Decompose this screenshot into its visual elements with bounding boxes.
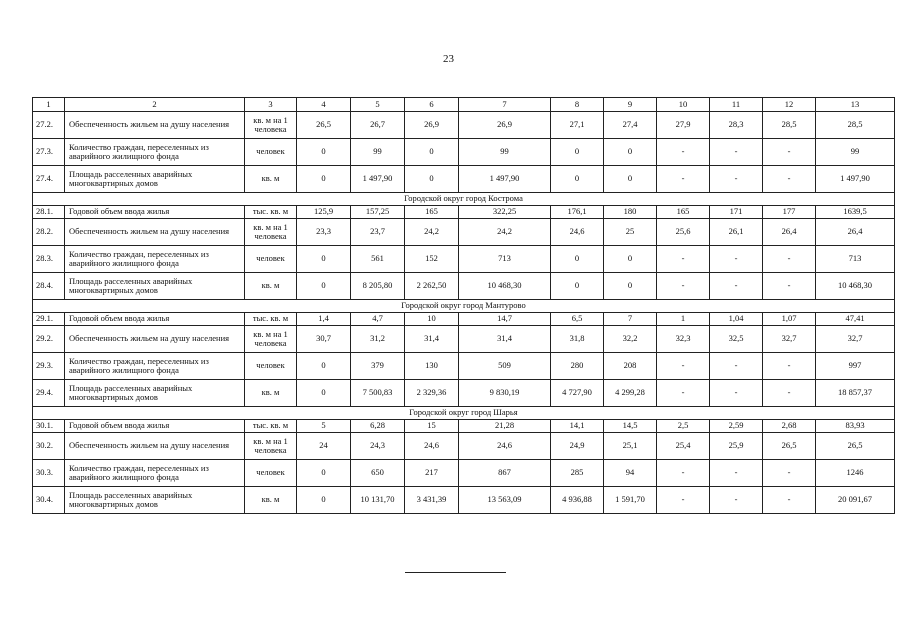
value-cell: 24,3 xyxy=(351,433,405,460)
value-cell: 171 xyxy=(710,206,763,219)
value-cell: 561 xyxy=(351,246,405,273)
value-cell: 13 563,09 xyxy=(459,487,551,514)
row-unit: кв. м на 1 человека xyxy=(245,433,297,460)
value-cell: 14,7 xyxy=(459,313,551,326)
value-cell: 26,4 xyxy=(763,219,816,246)
value-cell: - xyxy=(710,353,763,380)
value-cell: - xyxy=(763,487,816,514)
value-cell: 27,4 xyxy=(604,112,657,139)
value-cell: 32,5 xyxy=(710,326,763,353)
value-cell: 14,5 xyxy=(604,420,657,433)
value-cell: 1 497,90 xyxy=(351,166,405,193)
value-cell: 27,9 xyxy=(657,112,710,139)
table-row xyxy=(33,313,895,326)
value-cell: 25,1 xyxy=(604,433,657,460)
value-cell: 26,4 xyxy=(816,219,895,246)
value-cell: 26,9 xyxy=(459,112,551,139)
value-cell: 83,93 xyxy=(816,420,895,433)
value-cell: - xyxy=(763,380,816,407)
row-number: 30.2. xyxy=(33,433,65,460)
row-description: Годовой объем ввода жилья xyxy=(65,313,245,326)
value-cell: 208 xyxy=(604,353,657,380)
value-cell: 24 xyxy=(297,433,351,460)
value-cell: 0 xyxy=(297,246,351,273)
value-cell: 47,41 xyxy=(816,313,895,326)
row-unit: человек xyxy=(245,460,297,487)
row-unit: кв. м xyxy=(245,166,297,193)
section-header-row xyxy=(33,407,895,420)
data-table xyxy=(32,97,895,514)
row-number: 27.2. xyxy=(33,112,65,139)
value-cell: 32,7 xyxy=(816,326,895,353)
value-cell: 152 xyxy=(405,246,459,273)
row-description: Обеспеченность жильем на душу населения xyxy=(65,112,245,139)
row-description: Количество граждан, переселенных из аварийного жилищного фонда xyxy=(65,353,245,380)
value-cell: 14,1 xyxy=(551,420,604,433)
row-unit: тыс. кв. м xyxy=(245,313,297,326)
row-number: 28.4. xyxy=(33,273,65,300)
value-cell: 32,3 xyxy=(657,326,710,353)
value-cell: 1 xyxy=(657,313,710,326)
value-cell: - xyxy=(657,380,710,407)
section-header-row xyxy=(33,300,895,313)
row-number: 28.1. xyxy=(33,206,65,219)
table-body xyxy=(33,98,895,514)
value-cell: 26,5 xyxy=(816,433,895,460)
value-cell: 94 xyxy=(604,460,657,487)
section-title: Городской округ город Мантурово xyxy=(33,300,895,313)
value-cell: 5 xyxy=(297,420,351,433)
value-cell: 25,6 xyxy=(657,219,710,246)
value-cell: 0 xyxy=(551,246,604,273)
value-cell: 217 xyxy=(405,460,459,487)
value-cell: 713 xyxy=(816,246,895,273)
value-cell: 28,3 xyxy=(710,112,763,139)
value-cell: 509 xyxy=(459,353,551,380)
value-cell: - xyxy=(763,166,816,193)
value-cell: 26,5 xyxy=(763,433,816,460)
value-cell: - xyxy=(710,166,763,193)
value-cell: 867 xyxy=(459,460,551,487)
row-number: 30.3. xyxy=(33,460,65,487)
value-cell: 20 091,67 xyxy=(816,487,895,514)
row-unit: кв. м xyxy=(245,487,297,514)
column-number-cell: 3 xyxy=(245,98,297,112)
value-cell: 26,9 xyxy=(405,112,459,139)
value-cell: 2 329,36 xyxy=(405,380,459,407)
value-cell: 8 205,80 xyxy=(351,273,405,300)
value-cell: - xyxy=(763,246,816,273)
value-cell: - xyxy=(710,460,763,487)
value-cell: 18 857,37 xyxy=(816,380,895,407)
row-unit: человек xyxy=(245,353,297,380)
value-cell: 31,2 xyxy=(351,326,405,353)
column-number-cell: 7 xyxy=(459,98,551,112)
row-number: 30.1. xyxy=(33,420,65,433)
value-cell: 99 xyxy=(351,139,405,166)
value-cell: 3 431,39 xyxy=(405,487,459,514)
value-cell: - xyxy=(657,273,710,300)
value-cell: - xyxy=(710,246,763,273)
value-cell: 24,6 xyxy=(405,433,459,460)
row-unit: кв. м на 1 человека xyxy=(245,112,297,139)
value-cell: 157,25 xyxy=(351,206,405,219)
value-cell: 31,4 xyxy=(405,326,459,353)
value-cell: 15 xyxy=(405,420,459,433)
value-cell: - xyxy=(657,353,710,380)
value-cell: 0 xyxy=(297,380,351,407)
value-cell: 2,68 xyxy=(763,420,816,433)
table-row xyxy=(33,326,895,353)
value-cell: 99 xyxy=(459,139,551,166)
row-unit: тыс. кв. м xyxy=(245,206,297,219)
value-cell: 997 xyxy=(816,353,895,380)
value-cell: 99 xyxy=(816,139,895,166)
row-number: 28.2. xyxy=(33,219,65,246)
column-number-cell: 8 xyxy=(551,98,604,112)
value-cell: 0 xyxy=(604,166,657,193)
value-cell: 280 xyxy=(551,353,604,380)
row-description: Количество граждан, переселенных из аварийного жилищного фонда xyxy=(65,246,245,273)
value-cell: 25,4 xyxy=(657,433,710,460)
column-number-cell: 4 xyxy=(297,98,351,112)
value-cell: 0 xyxy=(297,487,351,514)
value-cell: 2,5 xyxy=(657,420,710,433)
table-row xyxy=(33,219,895,246)
value-cell: 0 xyxy=(604,139,657,166)
value-cell: 125,9 xyxy=(297,206,351,219)
section-title: Городской округ город Шарья xyxy=(33,407,895,420)
page-number: 23 xyxy=(443,53,454,65)
value-cell: 23,3 xyxy=(297,219,351,246)
value-cell: 1 497,90 xyxy=(459,166,551,193)
table-row xyxy=(33,460,895,487)
value-cell: 0 xyxy=(405,139,459,166)
footnote-separator-line xyxy=(405,572,506,573)
table-row xyxy=(33,353,895,380)
row-number: 29.4. xyxy=(33,380,65,407)
section-title: Городской округ город Кострома xyxy=(33,193,895,206)
value-cell: 24,2 xyxy=(405,219,459,246)
table-row xyxy=(33,206,895,219)
row-description: Обеспеченность жильем на душу населения xyxy=(65,219,245,246)
row-unit: человек xyxy=(245,246,297,273)
column-number-cell: 12 xyxy=(763,98,816,112)
value-cell: 0 xyxy=(297,166,351,193)
value-cell: 26,7 xyxy=(351,112,405,139)
value-cell: 31,8 xyxy=(551,326,604,353)
value-cell: 27,1 xyxy=(551,112,604,139)
value-cell: 10 468,30 xyxy=(816,273,895,300)
value-cell: 0 xyxy=(604,273,657,300)
value-cell: - xyxy=(657,460,710,487)
value-cell: 6,28 xyxy=(351,420,405,433)
value-cell: 26,1 xyxy=(710,219,763,246)
row-description: Площадь расселенных аварийных многоквартирных домов xyxy=(65,487,245,514)
value-cell: 285 xyxy=(551,460,604,487)
value-cell: - xyxy=(763,139,816,166)
row-number: 27.4. xyxy=(33,166,65,193)
column-number-cell: 2 xyxy=(65,98,245,112)
value-cell: - xyxy=(710,139,763,166)
value-cell: 10 131,70 xyxy=(351,487,405,514)
value-cell: - xyxy=(710,380,763,407)
row-number: 29.2. xyxy=(33,326,65,353)
value-cell: 379 xyxy=(351,353,405,380)
value-cell: 0 xyxy=(551,139,604,166)
value-cell: 1,4 xyxy=(297,313,351,326)
value-cell: 4 727,90 xyxy=(551,380,604,407)
row-number: 28.3. xyxy=(33,246,65,273)
row-unit: кв. м на 1 человека xyxy=(245,219,297,246)
row-description: Площадь расселенных аварийных многоквартирных домов xyxy=(65,166,245,193)
value-cell: 4,7 xyxy=(351,313,405,326)
table-row xyxy=(33,273,895,300)
row-description: Обеспеченность жильем на душу населения xyxy=(65,433,245,460)
row-unit: кв. м xyxy=(245,380,297,407)
column-number-cell: 6 xyxy=(405,98,459,112)
value-cell: - xyxy=(763,353,816,380)
value-cell: 4 936,88 xyxy=(551,487,604,514)
value-cell: - xyxy=(710,273,763,300)
value-cell: 32,2 xyxy=(604,326,657,353)
value-cell: - xyxy=(657,139,710,166)
value-cell: - xyxy=(657,487,710,514)
value-cell: 130 xyxy=(405,353,459,380)
row-unit: тыс. кв. м xyxy=(245,420,297,433)
row-description: Площадь расселенных аварийных многоквартирных домов xyxy=(65,273,245,300)
table-row xyxy=(33,112,895,139)
value-cell: 7 500,83 xyxy=(351,380,405,407)
table-row xyxy=(33,166,895,193)
value-cell: 2 262,50 xyxy=(405,273,459,300)
value-cell: 24,2 xyxy=(459,219,551,246)
row-description: Годовой объем ввода жилья xyxy=(65,420,245,433)
value-cell: 180 xyxy=(604,206,657,219)
value-cell: 26,5 xyxy=(297,112,351,139)
row-description: Площадь расселенных аварийных многоквартирных домов xyxy=(65,380,245,407)
value-cell: 650 xyxy=(351,460,405,487)
value-cell: 1639,5 xyxy=(816,206,895,219)
row-description: Обеспеченность жильем на душу населения xyxy=(65,326,245,353)
value-cell: 177 xyxy=(763,206,816,219)
table-row xyxy=(33,420,895,433)
value-cell: 24,6 xyxy=(459,433,551,460)
row-number: 29.3. xyxy=(33,353,65,380)
value-cell: 9 830,19 xyxy=(459,380,551,407)
value-cell: 1246 xyxy=(816,460,895,487)
value-cell: 28,5 xyxy=(763,112,816,139)
value-cell: 7 xyxy=(604,313,657,326)
table-row xyxy=(33,380,895,407)
value-cell: 24,9 xyxy=(551,433,604,460)
value-cell: 713 xyxy=(459,246,551,273)
value-cell: 6,5 xyxy=(551,313,604,326)
value-cell: - xyxy=(657,166,710,193)
value-cell: 1,04 xyxy=(710,313,763,326)
value-cell: 176,1 xyxy=(551,206,604,219)
column-number-cell: 9 xyxy=(604,98,657,112)
value-cell: 1 497,90 xyxy=(816,166,895,193)
value-cell: 1 591,70 xyxy=(604,487,657,514)
value-cell: 25,9 xyxy=(710,433,763,460)
value-cell: 24,6 xyxy=(551,219,604,246)
row-unit: кв. м xyxy=(245,273,297,300)
value-cell: 2,59 xyxy=(710,420,763,433)
table-row xyxy=(33,487,895,514)
row-unit: человек xyxy=(245,139,297,166)
value-cell: 31,4 xyxy=(459,326,551,353)
value-cell: 0 xyxy=(297,139,351,166)
column-number-cell: 13 xyxy=(816,98,895,112)
column-number-cell: 1 xyxy=(33,98,65,112)
value-cell: 23,7 xyxy=(351,219,405,246)
column-number-row xyxy=(33,98,895,112)
value-cell: 4 299,28 xyxy=(604,380,657,407)
value-cell: 0 xyxy=(551,166,604,193)
table-row xyxy=(33,139,895,166)
value-cell: 0 xyxy=(604,246,657,273)
value-cell: 165 xyxy=(405,206,459,219)
value-cell: - xyxy=(763,460,816,487)
section-header-row xyxy=(33,193,895,206)
value-cell: 10 xyxy=(405,313,459,326)
value-cell: - xyxy=(657,246,710,273)
value-cell: 30,7 xyxy=(297,326,351,353)
value-cell: 165 xyxy=(657,206,710,219)
table-row xyxy=(33,433,895,460)
value-cell: - xyxy=(763,273,816,300)
row-unit: кв. м на 1 человека xyxy=(245,326,297,353)
value-cell: 21,28 xyxy=(459,420,551,433)
value-cell: 0 xyxy=(297,353,351,380)
value-cell: 0 xyxy=(297,460,351,487)
column-number-cell: 11 xyxy=(710,98,763,112)
row-number: 29.1. xyxy=(33,313,65,326)
row-description: Годовой объем ввода жилья xyxy=(65,206,245,219)
table-row xyxy=(33,246,895,273)
value-cell: 0 xyxy=(297,273,351,300)
row-number: 27.3. xyxy=(33,139,65,166)
column-number-cell: 5 xyxy=(351,98,405,112)
row-number: 30.4. xyxy=(33,487,65,514)
value-cell: 28,5 xyxy=(816,112,895,139)
row-description: Количество граждан, переселенных из аварийного жилищного фонда xyxy=(65,139,245,166)
value-cell: 1,07 xyxy=(763,313,816,326)
value-cell: 10 468,30 xyxy=(459,273,551,300)
value-cell: 0 xyxy=(551,273,604,300)
row-description: Количество граждан, переселенных из аварийного жилищного фонда xyxy=(65,460,245,487)
value-cell: 25 xyxy=(604,219,657,246)
value-cell: 322,25 xyxy=(459,206,551,219)
value-cell: 0 xyxy=(405,166,459,193)
value-cell: - xyxy=(710,487,763,514)
value-cell: 32,7 xyxy=(763,326,816,353)
column-number-cell: 10 xyxy=(657,98,710,112)
